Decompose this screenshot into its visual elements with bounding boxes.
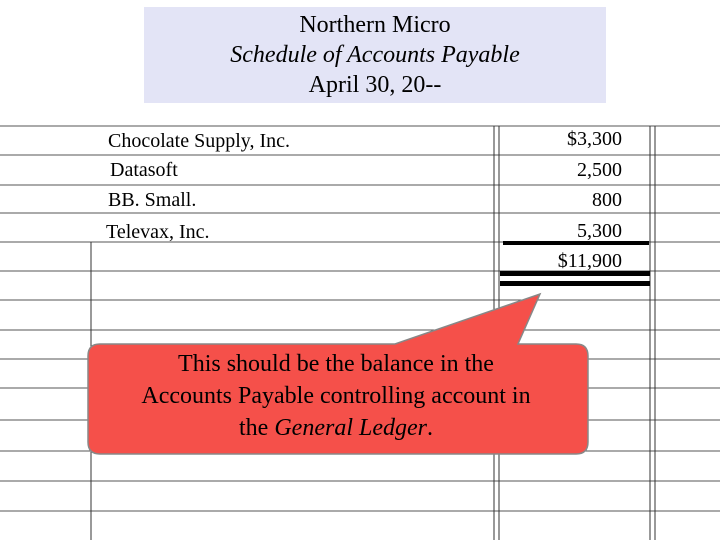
callout-text-segment: the (239, 415, 275, 441)
creditor-name: Datasoft (110, 159, 178, 181)
callout-text-segment: . (426, 415, 433, 441)
total-amount: $11,900 (557, 250, 622, 272)
creditor-name: Televax, Inc. (106, 221, 210, 243)
report-date: April 30, 20-- (308, 72, 442, 98)
callout-text (86, 348, 586, 444)
creditor-amount: 5,300 (577, 220, 622, 242)
creditor-amount: 2,500 (577, 159, 622, 181)
creditor-name: Chocolate Supply, Inc. (108, 130, 291, 152)
general-ledger-term: General Ledger (274, 415, 427, 441)
callout-line (86, 412, 586, 444)
callout-line: This should be the balance in the (178, 351, 494, 377)
callout-line: Accounts Payable controlling account in (141, 383, 531, 409)
company-name: Northern Micro (299, 12, 451, 38)
report-title: Schedule of Accounts Payable (230, 42, 520, 68)
creditor-amount: 800 (592, 189, 622, 211)
creditor-amount: $3,300 (567, 128, 622, 150)
creditor-name: BB. Small. (108, 189, 197, 211)
